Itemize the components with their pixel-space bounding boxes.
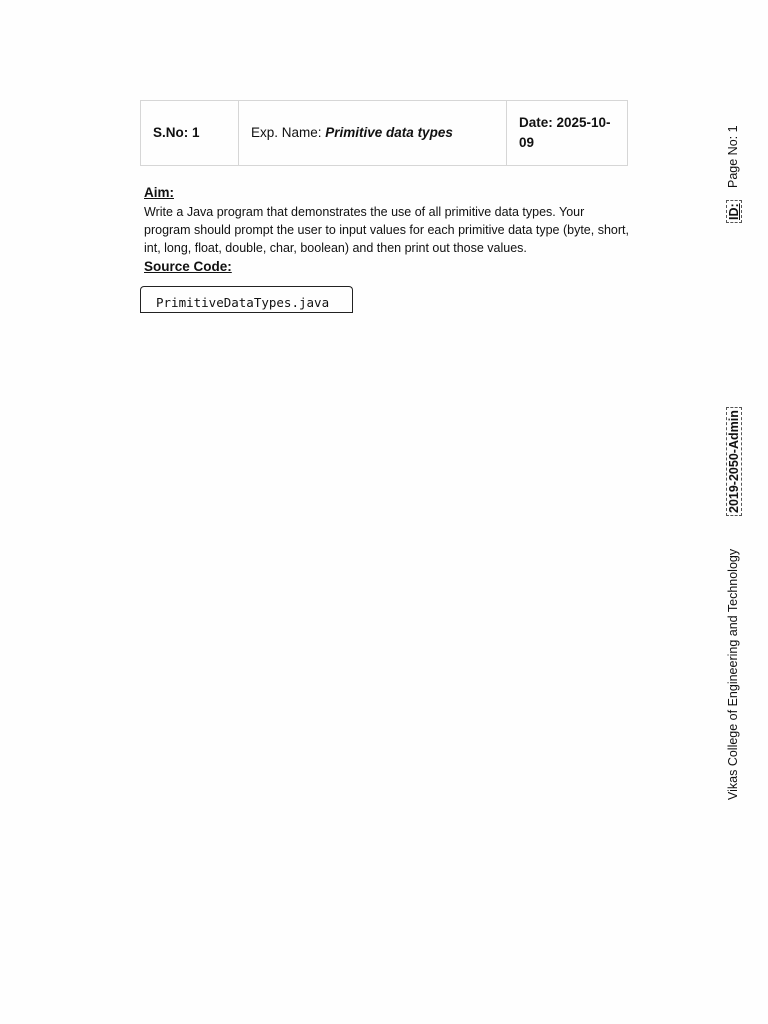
page-number: Page No: 1 [726,125,740,188]
aim-text: Write a Java program that demonstrates the use of all primitive data types. Your program should prompt the user to input values for each primitive data type (byte, short, int, long, float, double, char, boolean) and then print out those values. [144,205,629,255]
aim-heading: Aim: [144,185,174,200]
id-label: ID: [726,200,742,223]
experiment-date: Date: 2025-10-09 [507,101,628,166]
college-name: Vikas College of Engineering and Technology [726,548,740,800]
experiment-header-table [140,100,628,166]
serial-number: S.No: 1 [141,101,239,166]
source-file-name: PrimitiveDataTypes.java [156,295,330,310]
experiment-name: Primitive data types [325,125,453,140]
experiment-name-label: Exp. Name: [251,125,326,140]
source-file-tab[interactable] [140,286,353,313]
experiment-name-cell [239,101,507,166]
source-code-heading: Source Code: [144,259,232,274]
side-footer-rail [716,110,748,800]
batch-id: 2019-2050-Admin [726,407,742,516]
